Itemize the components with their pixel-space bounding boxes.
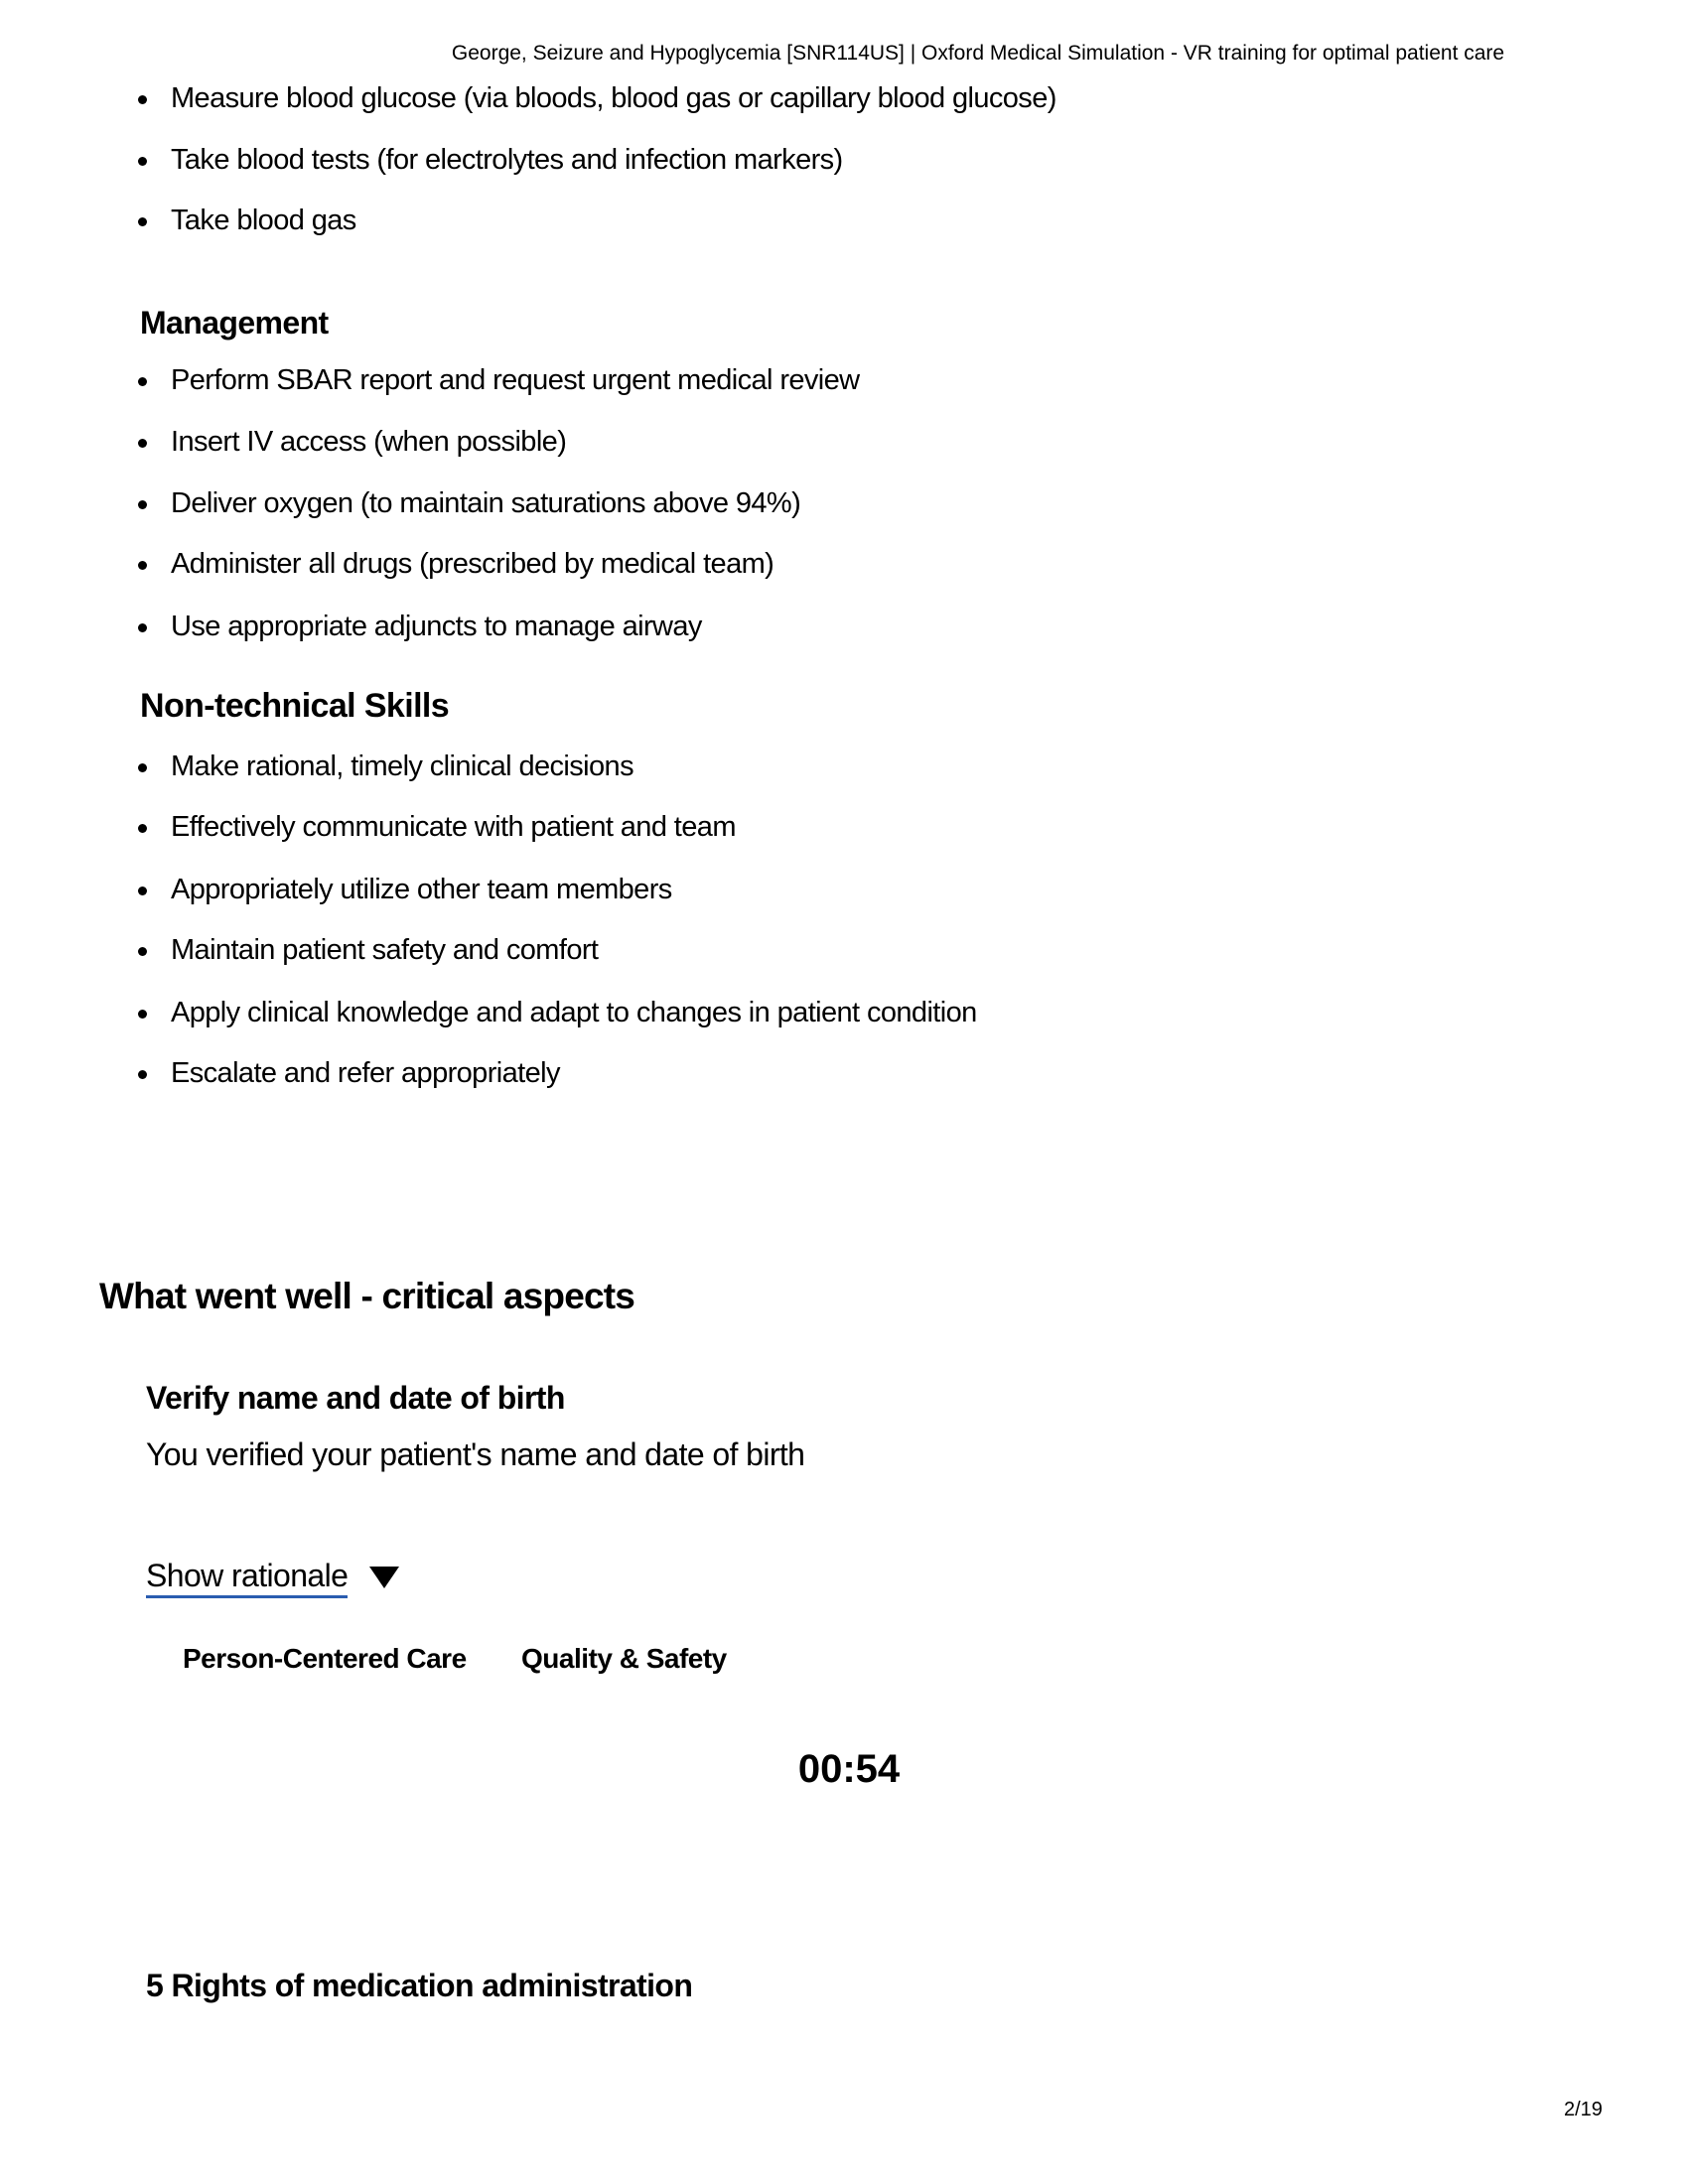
list-item <box>138 203 356 238</box>
list-item-text: Appropriately utilize other team members <box>171 874 672 905</box>
list-item <box>138 872 672 907</box>
management-heading: Management <box>140 305 329 341</box>
list-item-text: Use appropriate adjuncts to manage airway <box>171 611 702 642</box>
list-item-text: Effectively communicate with patient and team <box>171 811 736 843</box>
page-header-title: George, Seizure and Hypoglycemia [SNR114US] | Oxford Medical Simulation - VR training for optimal patient care <box>451 42 1505 65</box>
list-item-text: Maintain patient safety and comfort <box>171 934 599 966</box>
list-item-text: Apply clinical knowledge and adapt to changes in patient condition <box>171 997 977 1028</box>
list-item-text: Insert IV access (when possible) <box>171 426 567 458</box>
list-item <box>138 142 843 178</box>
list-item <box>138 809 736 845</box>
timestamp: 00:54 <box>797 1747 901 1791</box>
list-item <box>138 362 860 398</box>
list-item-text: Deliver oxygen (to maintain saturations above 94%) <box>171 487 801 519</box>
item-title: 5 Rights of medication administration <box>146 1968 693 2003</box>
list-item <box>138 1055 560 1091</box>
item-description: You verified your patient's name and date of birth <box>146 1436 805 1472</box>
list-item <box>138 485 800 521</box>
triangle-down-icon[interactable] <box>369 1567 399 1588</box>
list-item-text: Take blood gas <box>171 205 356 236</box>
item-title: Verify name and date of birth <box>146 1380 565 1416</box>
nontech-heading: Non-technical Skills <box>140 687 450 725</box>
list-item <box>138 995 977 1030</box>
list-item <box>138 932 598 968</box>
list-item-text: Escalate and refer appropriately <box>171 1057 560 1089</box>
what-went-well-heading: What went well - critical aspects <box>99 1276 635 1316</box>
list-item <box>138 546 774 582</box>
list-item <box>138 80 1056 116</box>
list-item <box>138 424 566 460</box>
list-item-text: Measure blood glucose (via bloods, blood gas or capillary blood glucose) <box>171 82 1056 114</box>
list-item-text: Make rational, timely clinical decisions <box>171 751 633 782</box>
list-item-text: Perform SBAR report and request urgent medical review <box>171 364 860 396</box>
list-item <box>138 749 633 784</box>
list-item-text: Administer all drugs (prescribed by medical team) <box>171 548 774 580</box>
page-number: 2/19 <box>1564 2099 1603 2120</box>
list-item-text: Take blood tests (for electrolytes and infection markers) <box>171 144 843 176</box>
show-rationale-link[interactable]: Show rationale <box>146 1556 348 1598</box>
tag-person-centered-care: Person-Centered Care <box>183 1643 467 1674</box>
tag-quality-safety: Quality & Safety <box>521 1643 727 1674</box>
show-rationale-toggle[interactable] <box>146 1556 399 1598</box>
list-item <box>138 609 702 644</box>
